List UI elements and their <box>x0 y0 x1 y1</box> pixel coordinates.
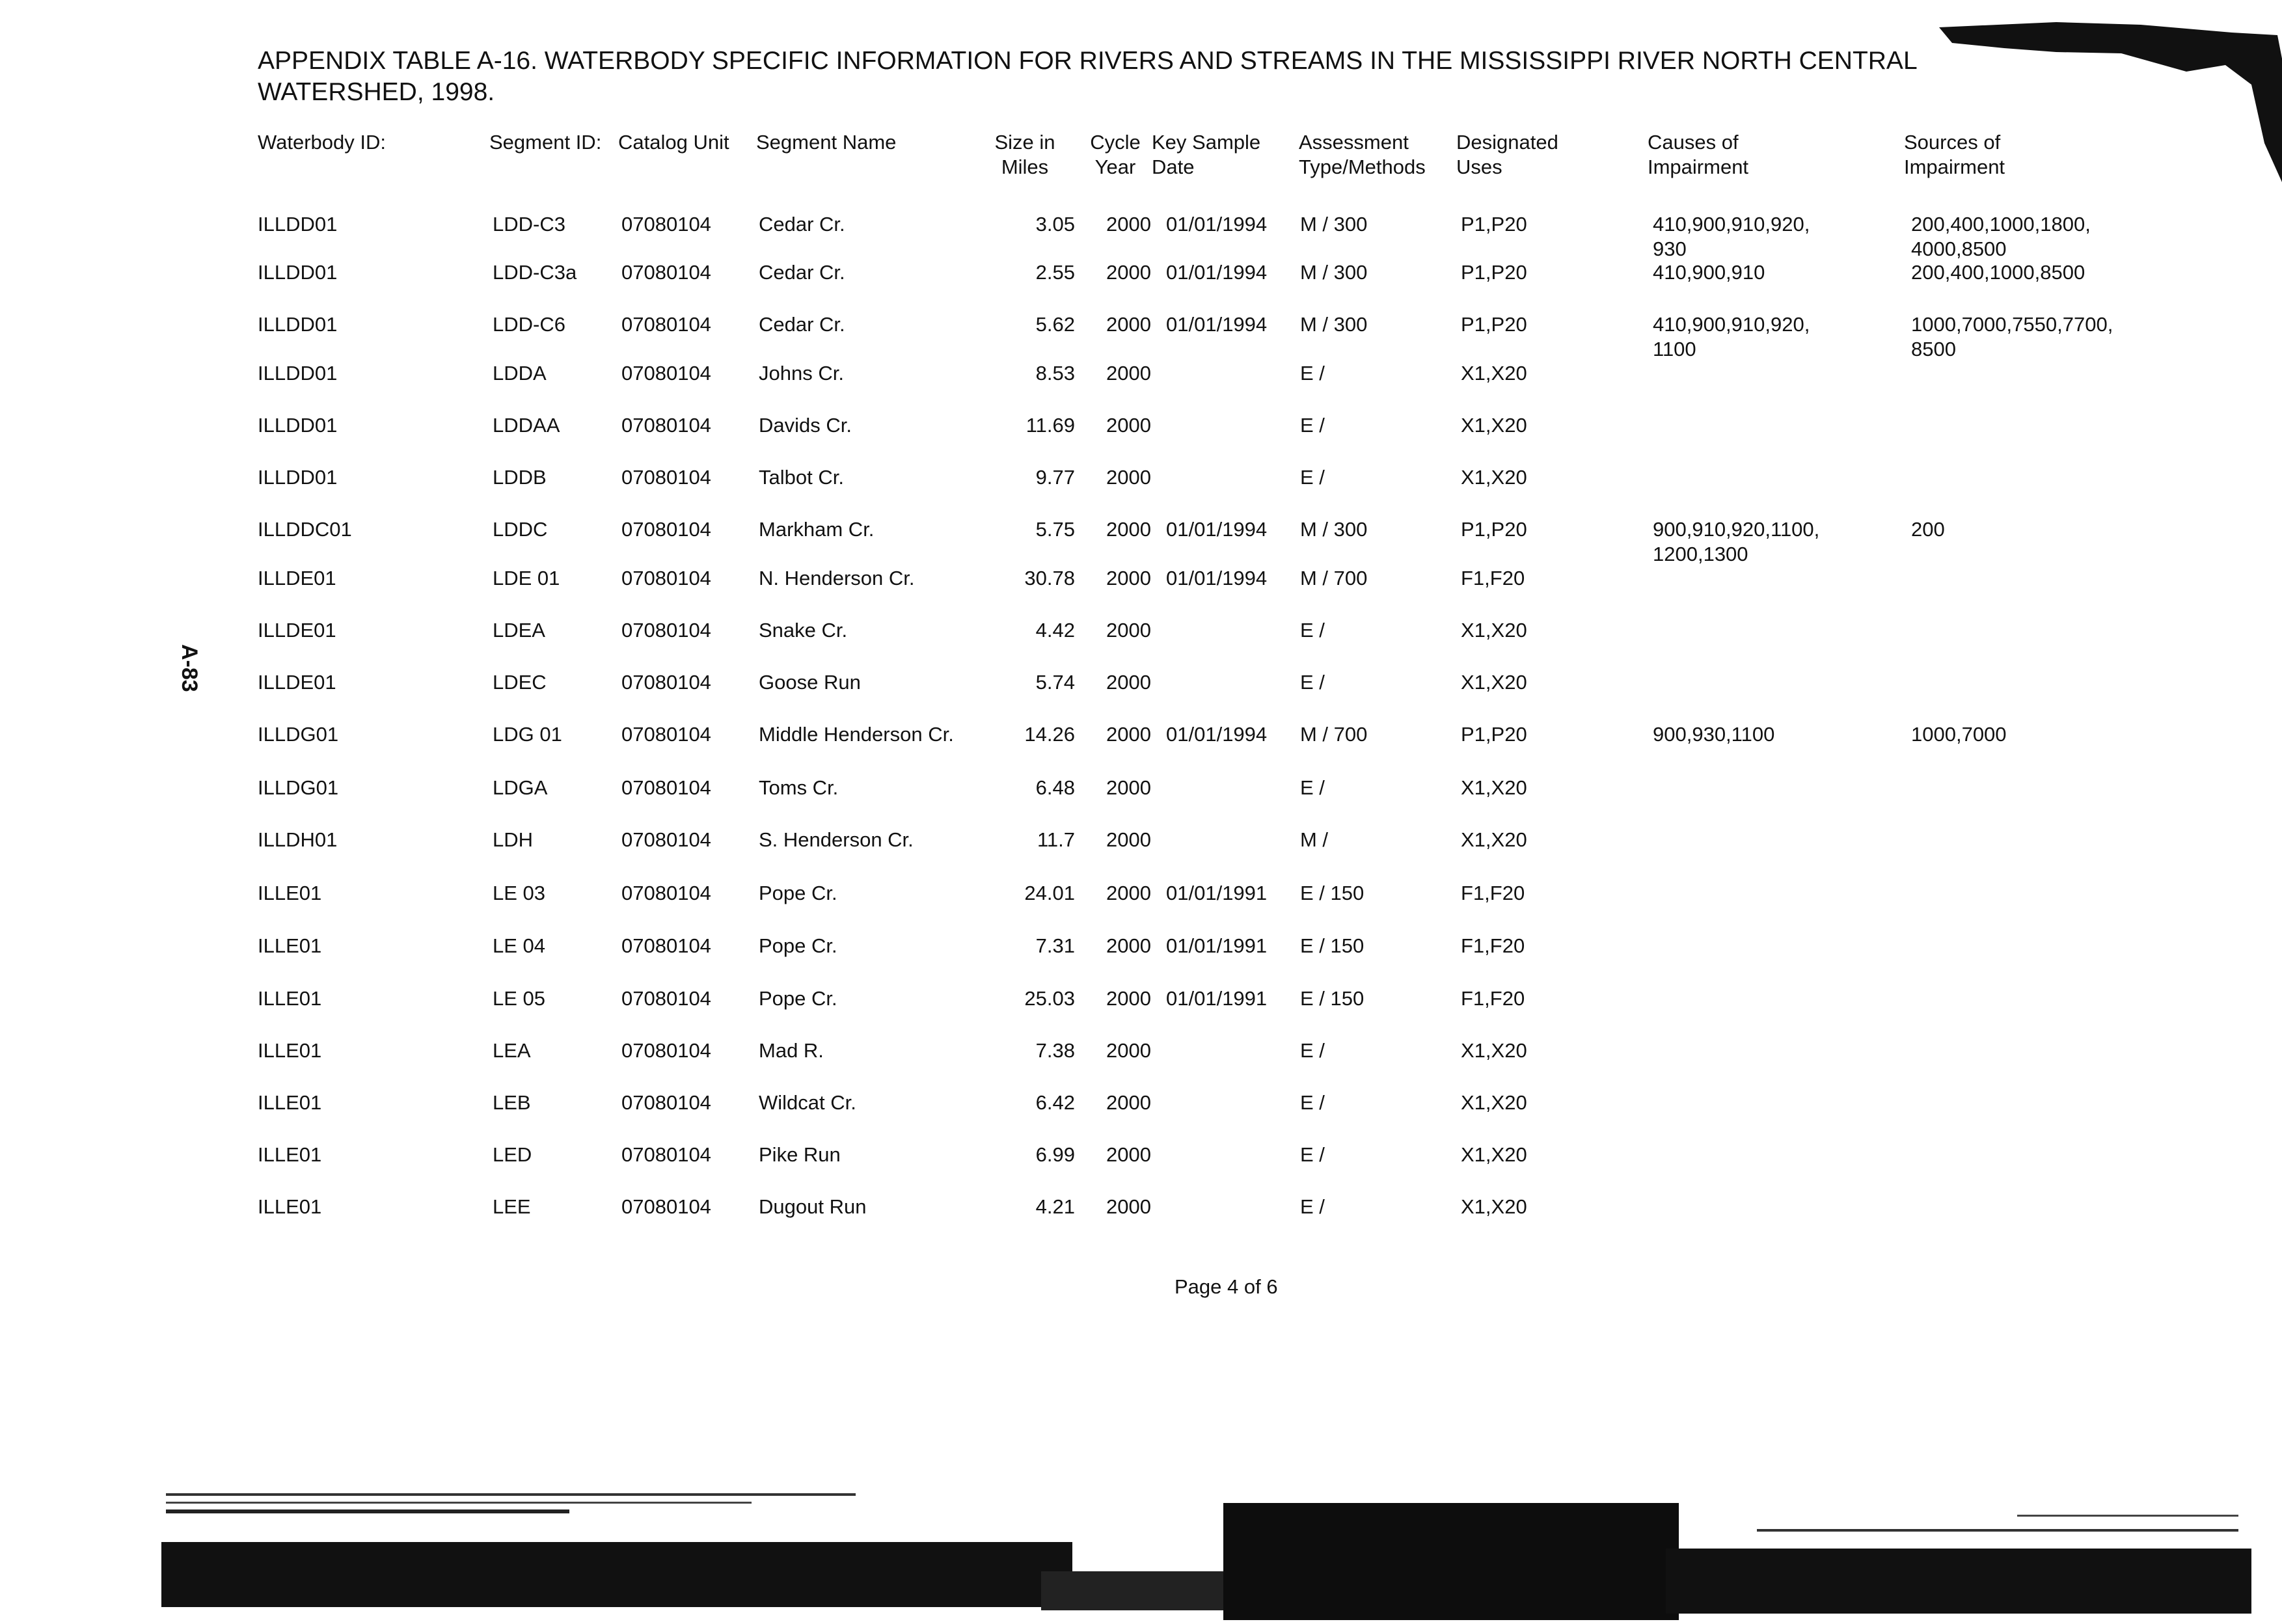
cell-segment-name: Davids Cr. <box>759 414 852 437</box>
cell-segment-id: LDDA <box>493 362 547 385</box>
cell-sources: 1000,7000 <box>1911 723 2007 746</box>
cell-waterbody-id: ILLDE01 <box>258 619 336 642</box>
cell-segment-id: LDDC <box>493 518 548 541</box>
cell-catalog-unit: 07080104 <box>621 882 711 904</box>
cell-segment-id: LE 05 <box>493 987 546 1010</box>
cell-designated-uses: F1,F20 <box>1461 934 1525 957</box>
cell-catalog-unit: 07080104 <box>621 414 711 437</box>
cell-key-sample-date: 01/01/1991 <box>1166 987 1268 1010</box>
cell-designated-uses: X1,X20 <box>1461 1091 1527 1114</box>
cell-causes: 410,900,910,920, 930 <box>1653 213 1810 260</box>
cell-segment-name: Goose Run <box>759 671 861 694</box>
cell-segment-name: Pope Cr. <box>759 934 837 957</box>
cell-designated-uses: P1,P20 <box>1461 518 1527 541</box>
cell-size-miles: 8.53 <box>1035 362 1075 385</box>
cell-cycle-year: 2000 <box>1106 776 1151 799</box>
cell-designated-uses: P1,P20 <box>1461 723 1527 746</box>
cell-segment-name: Markham Cr. <box>759 518 875 541</box>
cell-assessment: E / <box>1300 619 1325 642</box>
cell-designated-uses: P1,P20 <box>1461 261 1527 284</box>
header-uses-line1: Designated <box>1456 131 1558 154</box>
cell-segment-name: Johns Cr. <box>759 362 844 385</box>
cell-assessment: E / 150 <box>1300 987 1365 1010</box>
cell-segment-name: Toms Cr. <box>759 776 839 799</box>
cell-segment-name: Talbot Cr. <box>759 466 844 489</box>
cell-waterbody-id: ILLDG01 <box>258 723 339 746</box>
cell-segment-name: Cedar Cr. <box>759 213 845 236</box>
cell-size-miles: 5.75 <box>1035 518 1075 541</box>
cell-segment-id: LDDAA <box>493 414 560 437</box>
cell-designated-uses: X1,X20 <box>1461 362 1527 385</box>
cell-catalog-unit: 07080104 <box>621 213 711 236</box>
header-key-line1: Key Sample <box>1152 131 1261 154</box>
header-key-sample-date <box>1152 130 1260 180</box>
cell-key-sample-date: 01/01/1994 <box>1166 567 1268 589</box>
cell-catalog-unit: 07080104 <box>621 567 711 589</box>
cell-size-miles: 3.05 <box>1035 213 1075 236</box>
cell-cycle-year: 2000 <box>1106 414 1151 437</box>
cell-cycle-year: 2000 <box>1106 934 1151 957</box>
cell-causes: 900,930,1100 <box>1653 723 1775 746</box>
cell-designated-uses: P1,P20 <box>1461 313 1527 336</box>
cell-designated-uses: F1,F20 <box>1461 567 1525 589</box>
cell-waterbody-id: ILLE01 <box>258 1143 322 1166</box>
cell-segment-name: Pope Cr. <box>759 987 837 1010</box>
cell-cycle-year: 2000 <box>1106 313 1151 336</box>
cell-catalog-unit: 07080104 <box>621 313 711 336</box>
cell-designated-uses: X1,X20 <box>1461 671 1527 694</box>
cell-waterbody-id: ILLDD01 <box>258 261 338 284</box>
cell-sources: 200,400,1000,1800, 4000,8500 <box>1911 213 2091 260</box>
cell-assessment: M / 300 <box>1300 261 1368 284</box>
header-causes <box>1648 130 1748 180</box>
cell-catalog-unit: 07080104 <box>621 934 711 957</box>
cell-key-sample-date: 01/01/1994 <box>1166 723 1268 746</box>
cell-key-sample-date: 01/01/1991 <box>1166 882 1268 904</box>
cell-key-sample-date: 01/01/1994 <box>1166 313 1268 336</box>
cell-designated-uses: X1,X20 <box>1461 828 1527 851</box>
cell-size-miles: 7.31 <box>1035 934 1075 957</box>
cell-assessment: E / <box>1300 1143 1325 1166</box>
cell-waterbody-id: ILLDD01 <box>258 466 338 489</box>
cell-waterbody-id: ILLDH01 <box>258 828 338 851</box>
cell-causes: 900,910,920,1100, 1200,1300 <box>1653 518 1820 565</box>
header-designated-uses <box>1456 130 1558 180</box>
title-line-2: WATERSHED, 1998. <box>258 78 495 106</box>
header-key-line2: Date <box>1152 156 1195 178</box>
cell-segment-id: LDEC <box>493 671 547 694</box>
header-segment-name: Segment Name <box>756 131 897 154</box>
cell-segment-id: LDDB <box>493 466 547 489</box>
cell-cycle-year: 2000 <box>1106 671 1151 694</box>
cell-assessment: E / <box>1300 776 1325 799</box>
cell-catalog-unit: 07080104 <box>621 776 711 799</box>
cell-waterbody-id: ILLE01 <box>258 1039 322 1062</box>
cell-size-miles: 30.78 <box>1024 567 1075 589</box>
cell-size-miles: 14.26 <box>1024 723 1075 746</box>
cell-waterbody-id: ILLDD01 <box>258 313 338 336</box>
cell-segment-id: LDGA <box>493 776 548 799</box>
cell-cycle-year: 2000 <box>1106 466 1151 489</box>
header-cycle-year <box>1083 130 1148 180</box>
cell-assessment: E / 150 <box>1300 882 1365 904</box>
cell-size-miles: 24.01 <box>1024 882 1075 904</box>
cell-segment-id: LDD-C6 <box>493 313 565 336</box>
cell-designated-uses: X1,X20 <box>1461 414 1527 437</box>
cell-waterbody-id: ILLE01 <box>258 882 322 904</box>
cell-catalog-unit: 07080104 <box>621 987 711 1010</box>
cell-cycle-year: 2000 <box>1106 567 1151 589</box>
cell-segment-name: Cedar Cr. <box>759 313 845 336</box>
cell-waterbody-id: ILLDD01 <box>258 362 338 385</box>
cell-waterbody-id: ILLE01 <box>258 1195 322 1218</box>
cell-assessment: M / <box>1300 828 1329 851</box>
header-assess-line2: Type/Methods <box>1299 156 1426 178</box>
cell-assessment: M / 700 <box>1300 723 1368 746</box>
cell-causes: 410,900,910 <box>1653 261 1765 284</box>
cell-segment-name: Cedar Cr. <box>759 261 845 284</box>
cell-assessment: E / 150 <box>1300 934 1365 957</box>
cell-segment-id: LDEA <box>493 619 545 642</box>
cell-segment-id: LEB <box>493 1091 531 1114</box>
cell-causes: 410,900,910,920, 1100 <box>1653 313 1810 360</box>
header-uses-line2: Uses <box>1456 156 1502 178</box>
cell-size-miles: 2.55 <box>1035 261 1075 284</box>
header-size-line1: Size in <box>994 131 1055 154</box>
cell-waterbody-id: ILLDG01 <box>258 776 339 799</box>
cell-cycle-year: 2000 <box>1106 362 1151 385</box>
page-number-side: A-83 <box>177 644 202 692</box>
cell-cycle-year: 2000 <box>1106 619 1151 642</box>
cell-key-sample-date: 01/01/1991 <box>1166 934 1268 957</box>
cell-size-miles: 6.42 <box>1035 1091 1075 1114</box>
header-causes-line2: Impairment <box>1648 156 1749 178</box>
cell-size-miles: 9.77 <box>1035 466 1075 489</box>
cell-size-miles: 7.38 <box>1035 1039 1075 1062</box>
cell-segment-name: Wildcat Cr. <box>759 1091 856 1114</box>
cell-catalog-unit: 07080104 <box>621 362 711 385</box>
cell-sources: 1000,7000,7550,7700, 8500 <box>1911 313 2113 360</box>
cell-size-miles: 4.42 <box>1035 619 1075 642</box>
cell-catalog-unit: 07080104 <box>621 1143 711 1166</box>
header-assess-line1: Assessment <box>1299 131 1409 154</box>
cell-designated-uses: F1,F20 <box>1461 987 1525 1010</box>
cell-designated-uses: X1,X20 <box>1461 1143 1527 1166</box>
cell-segment-name: Dugout Run <box>759 1195 867 1218</box>
cell-segment-id: LDG 01 <box>493 723 562 746</box>
cell-designated-uses: F1,F20 <box>1461 882 1525 904</box>
cell-designated-uses: X1,X20 <box>1461 1195 1527 1218</box>
scan-artifact-top-right <box>1926 13 2282 182</box>
cell-key-sample-date: 01/01/1994 <box>1166 261 1268 284</box>
cell-assessment: M / 300 <box>1300 213 1368 236</box>
cell-size-miles: 5.74 <box>1035 671 1075 694</box>
cell-catalog-unit: 07080104 <box>621 518 711 541</box>
cell-key-sample-date: 01/01/1994 <box>1166 518 1268 541</box>
cell-assessment: E / <box>1300 414 1325 437</box>
header-size <box>983 130 1067 180</box>
cell-cycle-year: 2000 <box>1106 1091 1151 1114</box>
cell-segment-name: Mad R. <box>759 1039 824 1062</box>
cell-cycle-year: 2000 <box>1106 1039 1151 1062</box>
cell-cycle-year: 2000 <box>1106 987 1151 1010</box>
cell-catalog-unit: 07080104 <box>621 1039 711 1062</box>
cell-size-miles: 5.62 <box>1035 313 1075 336</box>
cell-designated-uses: P1,P20 <box>1461 213 1527 236</box>
cell-segment-id: LEE <box>493 1195 531 1218</box>
header-segment-id: Segment ID: <box>489 131 602 154</box>
cell-segment-name: Pike Run <box>759 1143 841 1166</box>
header-size-line2: Miles <box>1001 156 1049 178</box>
cell-waterbody-id: ILLE01 <box>258 1091 322 1114</box>
cell-catalog-unit: 07080104 <box>621 619 711 642</box>
cell-segment-name: S. Henderson Cr. <box>759 828 914 851</box>
table-title <box>258 46 2054 108</box>
cell-assessment: E / <box>1300 671 1325 694</box>
cell-assessment: M / 300 <box>1300 518 1368 541</box>
cell-segment-name: Middle Henderson Cr. <box>759 723 954 746</box>
cell-designated-uses: X1,X20 <box>1461 1039 1527 1062</box>
cell-size-miles: 4.21 <box>1035 1195 1075 1218</box>
title-line-1: APPENDIX TABLE A-16. WATERBODY SPECIFIC INFORMATION FOR RIVERS AND STREAMS IN THE MISSISSIPPI RIVER NORTH CENTRAL <box>258 47 1918 75</box>
page-indicator: Page 4 of 6 <box>1175 1275 1278 1298</box>
header-cycle-line1: Cycle <box>1090 131 1141 154</box>
cell-assessment: E / <box>1300 362 1325 385</box>
cell-assessment: E / <box>1300 466 1325 489</box>
cell-sources: 200 <box>1911 518 1945 541</box>
cell-catalog-unit: 07080104 <box>621 723 711 746</box>
cell-cycle-year: 2000 <box>1106 261 1151 284</box>
cell-assessment: M / 300 <box>1300 313 1368 336</box>
cell-segment-id: LDE 01 <box>493 567 560 589</box>
cell-size-miles: 11.69 <box>1026 414 1075 437</box>
cell-catalog-unit: 07080104 <box>621 671 711 694</box>
cell-catalog-unit: 07080104 <box>621 828 711 851</box>
cell-cycle-year: 2000 <box>1106 518 1151 541</box>
scan-artifact-bottom <box>0 1490 2282 1624</box>
cell-waterbody-id: ILLDDC01 <box>258 518 352 541</box>
cell-cycle-year: 2000 <box>1106 213 1151 236</box>
cell-designated-uses: X1,X20 <box>1461 776 1527 799</box>
cell-segment-id: LEA <box>493 1039 531 1062</box>
cell-designated-uses: X1,X20 <box>1461 466 1527 489</box>
cell-segment-id: LDD-C3a <box>493 261 577 284</box>
cell-waterbody-id: ILLDE01 <box>258 567 336 589</box>
cell-assessment: E / <box>1300 1091 1325 1114</box>
cell-cycle-year: 2000 <box>1106 723 1151 746</box>
cell-cycle-year: 2000 <box>1106 828 1151 851</box>
cell-cycle-year: 2000 <box>1106 1195 1151 1218</box>
cell-segment-id: LDD-C3 <box>493 213 565 236</box>
cell-segment-id: LDH <box>493 828 534 851</box>
cell-segment-id: LE 03 <box>493 882 546 904</box>
cell-catalog-unit: 07080104 <box>621 1195 711 1218</box>
header-sources-line2: Impairment <box>1904 156 2005 178</box>
cell-waterbody-id: ILLDD01 <box>258 414 338 437</box>
cell-segment-id: LE 04 <box>493 934 546 957</box>
cell-cycle-year: 2000 <box>1106 882 1151 904</box>
cell-waterbody-id: ILLE01 <box>258 987 322 1010</box>
cell-waterbody-id: ILLDE01 <box>258 671 336 694</box>
cell-waterbody-id: ILLDD01 <box>258 213 338 236</box>
header-assessment <box>1299 130 1426 180</box>
cell-sources: 200,400,1000,8500 <box>1911 261 2085 284</box>
header-catalog-unit: Catalog Unit <box>618 131 729 154</box>
cell-cycle-year: 2000 <box>1106 1143 1151 1166</box>
header-causes-line1: Causes of <box>1648 131 1739 154</box>
cell-key-sample-date: 01/01/1994 <box>1166 213 1268 236</box>
cell-catalog-unit: 07080104 <box>621 466 711 489</box>
cell-segment-name: Snake Cr. <box>759 619 848 642</box>
cell-designated-uses: X1,X20 <box>1461 619 1527 642</box>
cell-size-miles: 25.03 <box>1024 987 1075 1010</box>
cell-size-miles: 6.99 <box>1035 1143 1075 1166</box>
header-cycle-line2: Year <box>1094 156 1136 178</box>
cell-assessment: E / <box>1300 1195 1325 1218</box>
cell-waterbody-id: ILLE01 <box>258 934 322 957</box>
cell-assessment: E / <box>1300 1039 1325 1062</box>
cell-catalog-unit: 07080104 <box>621 1091 711 1114</box>
cell-segment-id: LED <box>493 1143 532 1166</box>
cell-size-miles: 11.7 <box>1037 828 1075 851</box>
cell-segment-name: Pope Cr. <box>759 882 837 904</box>
cell-assessment: M / 700 <box>1300 567 1368 589</box>
cell-segment-name: N. Henderson Cr. <box>759 567 915 589</box>
cell-size-miles: 6.48 <box>1035 776 1075 799</box>
header-waterbody-id: Waterbody ID: <box>258 131 386 154</box>
header-sources-line1: Sources of <box>1904 131 2001 154</box>
cell-catalog-unit: 07080104 <box>621 261 711 284</box>
